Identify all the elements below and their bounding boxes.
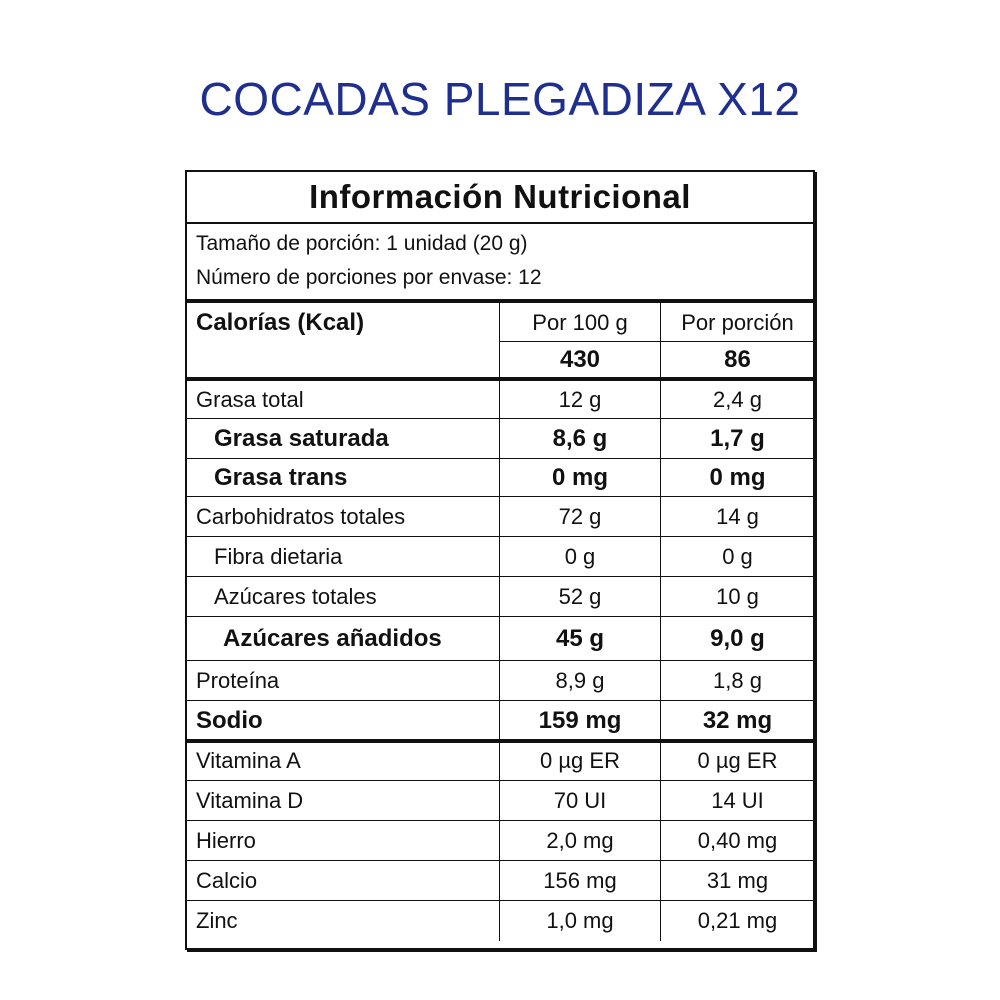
column-divider (660, 899, 661, 941)
serving-size: Tamaño de porción: 1 unidad (20 g) (196, 232, 528, 255)
column-divider (499, 379, 500, 419)
divider-thick (187, 299, 813, 303)
nutrient-value-per-portion: 2,4 g (713, 387, 762, 412)
nutrient-value-per-portion: 10 g (716, 584, 759, 609)
nutrient-value-per-100g: 0 µg ER (540, 748, 620, 773)
column-divider (660, 342, 661, 379)
calories-label: Calorías (Kcal) (196, 309, 365, 336)
nutrient-value-per-portion: 31 mg (706, 868, 769, 893)
nutrient-label: Calcio (196, 868, 258, 893)
column-divider (499, 739, 500, 781)
nutrient-label: Vitamina A (196, 748, 301, 773)
nutrient-label: Hierro (196, 828, 256, 853)
column-header-per-portion: Por porción (681, 310, 794, 335)
nutrient-value-per-100g: 159 mg (538, 707, 622, 734)
nutrient-value-per-portion: 0 µg ER (697, 748, 778, 773)
nutrient-label: Fibra dietaria (214, 544, 343, 569)
nutrient-value-per-portion: 32 mg (702, 707, 773, 734)
product-title: COCADAS PLEGADIZA X12 (199, 73, 801, 125)
row-divider (499, 341, 813, 342)
column-divider (660, 575, 661, 617)
column-divider (499, 417, 500, 459)
column-divider (499, 457, 500, 497)
column-divider (499, 699, 500, 741)
panel-heading: Información Nutricional (187, 172, 813, 224)
nutrient-label: Sodio (196, 707, 263, 734)
nutrient-label: Carbohidratos totales (196, 504, 406, 529)
nutrient-value-per-100g: 1,0 mg (546, 908, 614, 933)
nutrient-label: Zinc (196, 908, 238, 933)
column-divider (499, 659, 500, 701)
column-divider (660, 615, 661, 661)
nutrient-value-per-100g: 8,9 g (555, 668, 605, 693)
column-divider (499, 779, 500, 821)
column-divider (660, 457, 661, 497)
column-divider (499, 859, 500, 901)
nutrition-facts-panel (185, 170, 815, 950)
nutrient-value-per-100g: 52 g (558, 584, 602, 609)
nutrient-label: Grasa trans (214, 464, 348, 491)
servings-per-container: Número de porciones por envase: 12 (196, 266, 542, 289)
nutrient-label: Grasa saturada (214, 425, 389, 452)
nutrient-value-per-portion: 0,40 mg (697, 828, 778, 853)
column-divider (499, 899, 500, 941)
nutrient-value-per-portion: 0,21 mg (697, 908, 778, 933)
column-divider (660, 739, 661, 781)
calories-value-per-100g: 430 (559, 346, 601, 373)
nutrient-label: Azúcares añadidos (223, 625, 442, 652)
nutrient-value-per-100g: 2,0 mg (546, 828, 614, 853)
nutrient-value-per-portion: 14 g (716, 504, 759, 529)
column-divider (660, 859, 661, 901)
column-divider (660, 417, 661, 459)
nutrient-label: Proteína (196, 668, 280, 693)
nutrient-value-per-portion: 9,0 g (710, 625, 765, 652)
column-divider (660, 379, 661, 419)
nutrient-value-per-100g: 8,6 g (552, 425, 608, 452)
column-divider (499, 535, 500, 577)
nutrient-value-per-portion: 1,8 g (713, 668, 762, 693)
nutrient-value-per-100g: 12 g (558, 387, 602, 412)
nutrient-label: Vitamina D (196, 788, 304, 813)
nutrient-label: Azúcares totales (214, 584, 377, 609)
nutrient-value-per-100g: 0 g (564, 544, 596, 569)
column-divider (660, 819, 661, 861)
nutrient-value-per-portion: 0 g (722, 544, 753, 569)
nutrient-value-per-portion: 0 mg (709, 464, 766, 491)
nutrient-value-per-portion: 1,7 g (710, 425, 765, 452)
column-divider (660, 779, 661, 821)
nutrient-value-per-100g: 156 mg (543, 868, 617, 893)
nutrient-value-per-100g: 70 UI (553, 788, 607, 813)
column-divider (499, 575, 500, 617)
column-divider (499, 615, 500, 661)
nutrient-value-per-portion: 14 UI (711, 788, 764, 813)
nutrient-value-per-100g: 72 g (558, 504, 602, 529)
column-divider (660, 659, 661, 701)
nutrient-value-per-100g: 45 g (555, 625, 605, 652)
column-divider (499, 495, 500, 537)
column-header-per-100g: Por 100 g (532, 310, 628, 335)
column-divider (660, 495, 661, 537)
column-divider (660, 699, 661, 741)
calories-value-per-portion: 86 (724, 346, 751, 373)
column-divider (660, 535, 661, 577)
nutrient-value-per-100g: 0 mg (551, 464, 608, 491)
nutrient-label: Grasa total (196, 387, 304, 412)
column-divider (499, 819, 500, 861)
